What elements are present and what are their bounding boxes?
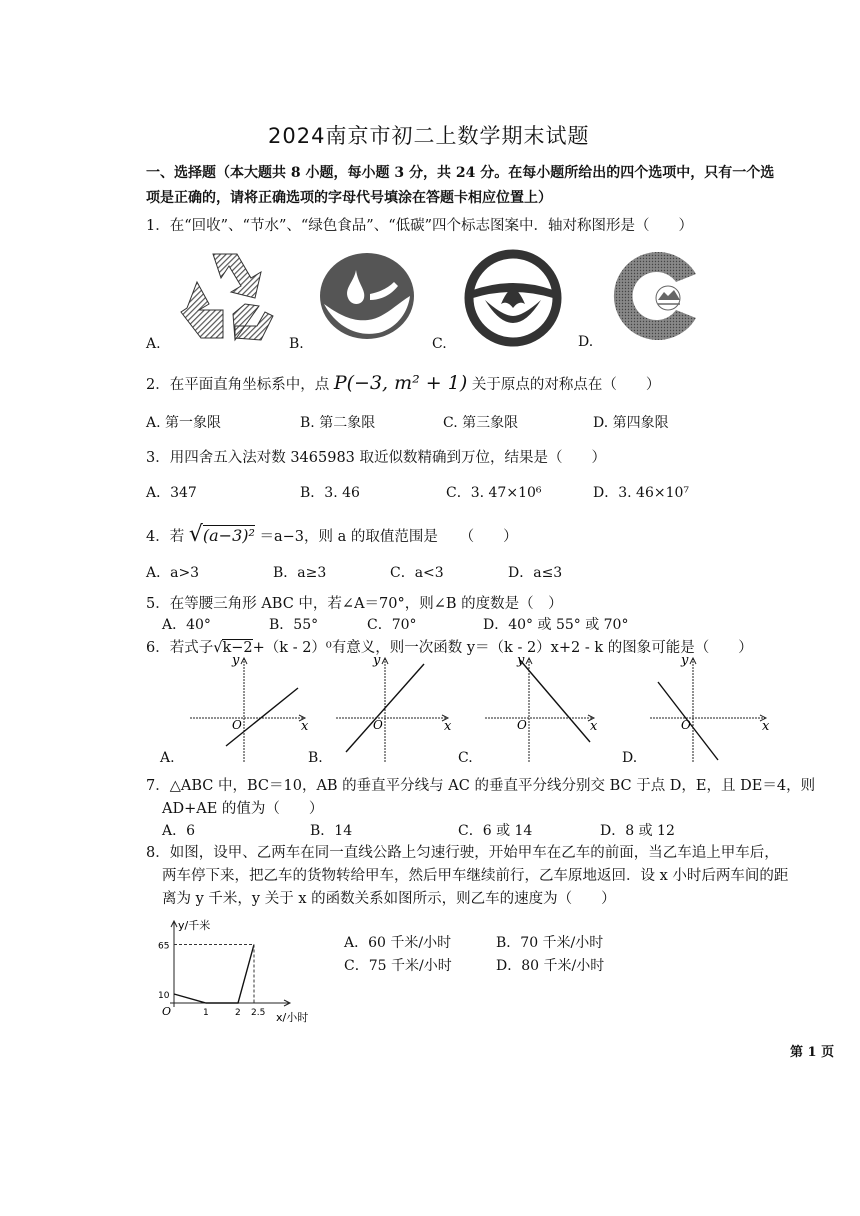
q7-option-a: A．6 — [162, 823, 196, 839]
question-7-line1: 7．△ABC 中，BC＝10，AB 的垂直平分线与 AC 的垂直平分线分别交 BC 于点 D，E，且 DE＝4，则 — [146, 778, 816, 794]
q6-radicand: k−2 — [222, 640, 253, 656]
question-8-line1: 8．如图，设甲、乙两车在同一直线公路上匀速行驶，开始甲车在乙车的前面，当乙车追上甲车后， — [146, 845, 779, 861]
q7-option-d: D．8 或 12 — [600, 823, 675, 839]
q7-option-b: B．14 — [310, 823, 353, 839]
q5-option-a: A．40° — [162, 617, 211, 633]
q2-option-c: C. 第三象限 — [443, 415, 519, 431]
question-4 — [146, 522, 518, 547]
q4-option-b: B．a≥3 — [273, 565, 327, 581]
question-1: 1．在“回收”、“节水”、“绿色食品”、“低碳”四个标志图案中．轴对称图形是（ ） — [146, 218, 694, 234]
q8-x-tick-label: 1 — [203, 1008, 209, 1018]
q2-point: P(−3, m² + 1) — [333, 372, 468, 394]
q6-graph-group — [190, 653, 770, 762]
q4-option-d: D．a≤3 — [508, 565, 563, 581]
q6-c-origin-label: O — [517, 718, 527, 732]
q2-option-a: A. 第一象限 — [146, 415, 222, 431]
q8-x-tick-label: 2 — [235, 1008, 241, 1018]
q6-text-pre: 6．若式子 — [146, 640, 214, 656]
q3-option-d: D．3. 46×10⁷ — [593, 485, 690, 501]
q1-label-c: C. — [432, 336, 447, 352]
recycle-icon — [175, 248, 275, 343]
q8-graph-group — [158, 918, 308, 1024]
q3-option-a: A．347 — [146, 485, 197, 501]
q6-c-x-label: x — [590, 719, 598, 734]
q8-option-d: D．80 千米/小时 — [496, 958, 605, 974]
q6-a-origin-label: O — [232, 718, 242, 732]
q5-option-c: C．70° — [367, 617, 417, 633]
q8-option-b: B．70 千米/小时 — [496, 935, 604, 951]
question-3: 3．用四舍五入法对数 3465983 取近似数精确到万位，结果是（ ） — [146, 450, 607, 466]
q3-option-c: C．3. 47×10⁶ — [446, 485, 542, 501]
q8-option-a: A．60 千米/小时 — [344, 935, 452, 951]
q5-option-d: D．40° 或 55° 或 70° — [483, 617, 629, 633]
q6-c-function-line — [520, 660, 590, 742]
page-title: 2024南京市初二上数学期末试题 — [268, 124, 590, 148]
question-5: 5．在等腰三角形 ABC 中，若∠A＝70°，则∠B 的度数是（ ） — [146, 596, 563, 612]
q6-label-b: B. — [308, 750, 323, 766]
q7-option-c: C．6 或 14 — [458, 823, 533, 839]
q1-label-b: B. — [289, 336, 304, 352]
section-header-line2: 项是正确的，请将正确选项的字母代号填涂在答题卡相应位置上） — [146, 190, 552, 206]
q6-a-function-line — [226, 688, 298, 746]
q6-label-c: C. — [458, 750, 473, 766]
q8-function-line — [174, 945, 254, 1004]
q6-b-x-label: x — [444, 719, 452, 734]
question-7-line2: AD+AE 的值为（ ） — [162, 801, 324, 817]
q1-label-d: D. — [578, 334, 594, 350]
page-number: 第 1 页 — [790, 1045, 835, 1060]
q8-y-tick-label: 10 — [158, 991, 170, 1001]
question-2 — [146, 372, 660, 394]
q4-text-pre: 4．若 — [146, 529, 189, 545]
q4-radicand: (a−3)² — [202, 526, 255, 545]
q5-option-b: B．55° — [269, 617, 319, 633]
q6-c-y-label: y — [517, 653, 525, 668]
q2-text-post: 关于原点的对称点在（ ） — [467, 377, 661, 393]
q6-b-y-label: y — [373, 653, 381, 668]
low-carbon-icon — [606, 248, 702, 344]
q8-x-tick-label: 2.5 — [251, 1008, 266, 1018]
q6-d-x-label: x — [762, 719, 770, 734]
q6-label-a: A. — [160, 750, 175, 766]
q4-option-a: A．a>3 — [146, 565, 200, 581]
question-8-line2: 两车停下来，把乙车的货物转给甲车，然后甲车继续前行，乙车原地返回．设 x 小时后两车间的距 — [162, 868, 789, 884]
q8-x-axis-label: x/小时 — [276, 1011, 309, 1024]
q2-text-pre: 2．在平面直角坐标系中，点 — [146, 377, 334, 393]
q6-a-x-label: x — [301, 719, 309, 734]
q3-option-b: B．3. 46 — [300, 485, 360, 501]
q1-label-a: A. — [146, 336, 161, 352]
q6-label-d: D. — [622, 750, 638, 766]
q4-text-post: ＝a−3，则 a 的取值范围是 （ ） — [254, 529, 518, 545]
q6-text-post: +（k - 2）⁰有意义，则一次函数 y＝（k - 2）x+2 - k 的图象可能是（ ） — [252, 640, 753, 656]
q2-option-d: D. 第四象限 — [593, 415, 669, 431]
q8-option-c: C．75 千米/小时 — [344, 958, 452, 974]
green-food-icon — [463, 250, 563, 345]
q6-a-y-label: y — [232, 653, 240, 668]
q6-radical-sign: √ — [213, 640, 223, 656]
q6-d-origin-label: O — [681, 718, 691, 732]
q2-option-b: B. 第二象限 — [300, 415, 376, 431]
q8-graph — [150, 915, 320, 1030]
q4-option-c: C．a<3 — [390, 565, 444, 581]
water-drop-icon — [318, 252, 416, 340]
q6-graphs — [0, 650, 860, 770]
q8-y-tick-label: 65 — [158, 941, 170, 952]
q6-b-origin-label: O — [373, 718, 383, 732]
question-8-line3: 离为 y 千米，y 关于 x 的函数关系如图所示，则乙车的速度为（ ） — [162, 891, 616, 907]
q6-d-y-label: y — [681, 653, 689, 668]
q4-radical-sign: √ — [188, 522, 203, 547]
q8-origin-label: O — [162, 1005, 172, 1018]
section-header-line1: 一、选择题（本大题共 8 小题，每小题 3 分，共 24 分。在每小题所给出的四个选项中，只有一个选 — [146, 165, 775, 181]
q8-y-axis-label: y/千米 — [178, 919, 211, 932]
